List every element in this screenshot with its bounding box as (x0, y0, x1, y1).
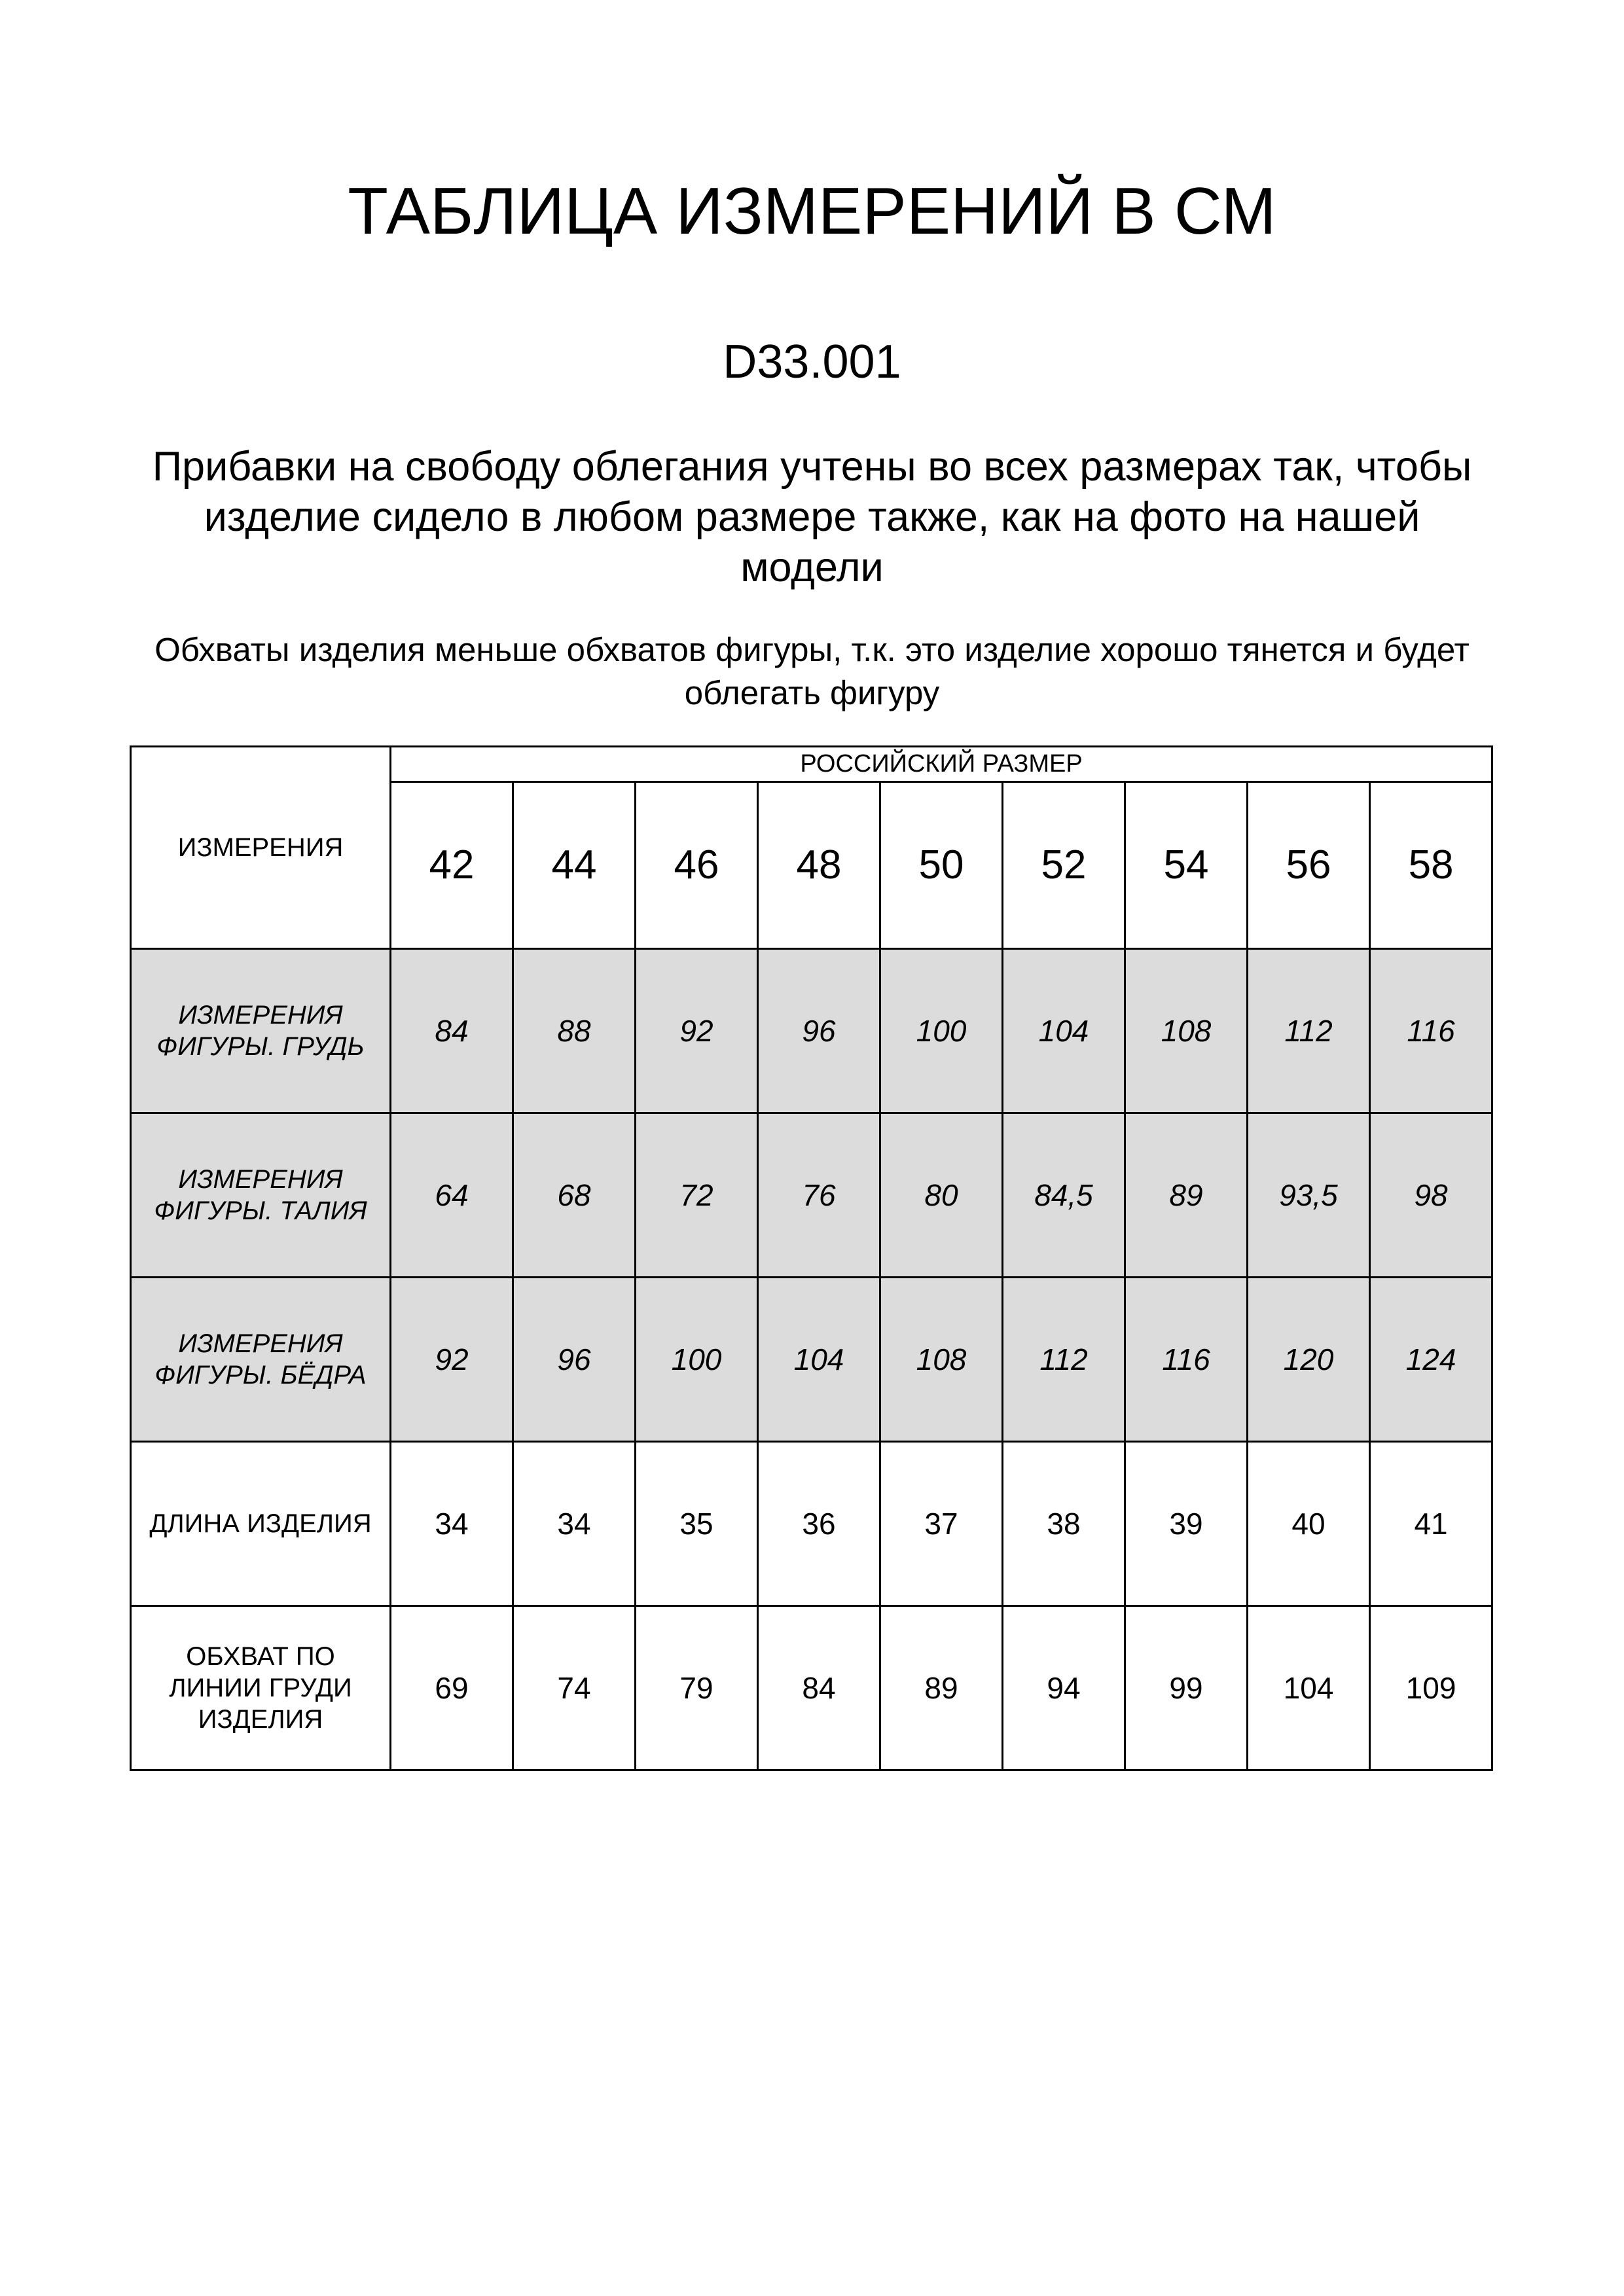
table-cell: 35 (636, 1442, 758, 1606)
table-cell: 34 (513, 1442, 636, 1606)
table-cell: 89 (880, 1606, 1003, 1770)
size-header: 54 (1125, 781, 1248, 948)
table-row-waist (131, 1113, 1492, 1278)
product-code: D33.001 (723, 336, 901, 388)
table-row-length (131, 1442, 1492, 1606)
size-header: 50 (880, 781, 1003, 948)
table-cell: 108 (1125, 949, 1248, 1113)
table-cell: 92 (391, 1278, 513, 1442)
table-cell: 88 (513, 949, 636, 1113)
table-cell: 84 (391, 949, 513, 1113)
table-row-chest (131, 949, 1492, 1113)
table-cell: 109 (1370, 1606, 1492, 1770)
size-header: 44 (513, 781, 636, 948)
table-cell: 120 (1248, 1278, 1370, 1442)
size-header: 42 (391, 781, 513, 948)
table-cell: 36 (758, 1442, 880, 1606)
table-cell: 99 (1125, 1606, 1248, 1770)
table-cell: 100 (636, 1278, 758, 1442)
table-row-product-chest (131, 1606, 1492, 1770)
size-header: 58 (1370, 781, 1492, 948)
stretch-note: Обхваты изделия меньше обхватов фигуры, т.к. это изделие хорошо тянется и будет облегать фигуру (154, 631, 1470, 711)
row-label-product-chest: ОБХВАТ ПО ЛИНИИ ГРУДИ ИЗДЕЛИЯ (131, 1606, 391, 1770)
table-cell: 96 (758, 949, 880, 1113)
table-cell: 104 (1248, 1606, 1370, 1770)
table-cell: 69 (391, 1606, 513, 1770)
table-cell: 64 (391, 1113, 513, 1278)
table-cell: 37 (880, 1442, 1003, 1606)
table-cell: 124 (1370, 1278, 1492, 1442)
table-cell: 40 (1248, 1442, 1370, 1606)
table-cell: 38 (1003, 1442, 1125, 1606)
row-label-hips: ИЗМЕРЕНИЯ ФИГУРЫ. БЁДРА (131, 1278, 391, 1442)
table-cell: 79 (636, 1606, 758, 1770)
table-cell: 76 (758, 1113, 880, 1278)
page-title: ТАБЛИЦА ИЗМЕРЕНИЙ В СМ (348, 175, 1276, 248)
table-cell: 98 (1370, 1113, 1492, 1278)
table-cell: 116 (1370, 949, 1492, 1113)
table-cell: 89 (1125, 1113, 1248, 1278)
row-label-length: ДЛИНА ИЗДЕЛИЯ (131, 1442, 391, 1606)
russian-size-header: РОССИЙСКИЙ РАЗМЕР (391, 747, 1492, 782)
size-table (130, 745, 1493, 1771)
table-cell: 116 (1125, 1278, 1248, 1442)
table-cell: 68 (513, 1113, 636, 1278)
table-cell: 92 (636, 949, 758, 1113)
row-label-waist: ИЗМЕРЕНИЯ ФИГУРЫ. ТАЛИЯ (131, 1113, 391, 1278)
fit-note: Прибавки на свободу облегания учтены во всех размерах так, чтобы изделие сидело в любом размере также, как на фото на нашей модели (152, 444, 1472, 590)
table-cell: 84 (758, 1606, 880, 1770)
table-cell: 112 (1003, 1278, 1125, 1442)
table-cell: 80 (880, 1113, 1003, 1278)
table-cell: 93,5 (1248, 1113, 1370, 1278)
table-cell: 108 (880, 1278, 1003, 1442)
table-cell: 96 (513, 1278, 636, 1442)
table-cell: 100 (880, 949, 1003, 1113)
size-header: 46 (636, 781, 758, 948)
table-row-hips (131, 1278, 1492, 1442)
table-cell: 74 (513, 1606, 636, 1770)
table-cell: 84,5 (1003, 1113, 1125, 1278)
table-cell: 104 (758, 1278, 880, 1442)
table-cell: 104 (1003, 949, 1125, 1113)
measurements-header: ИЗМЕРЕНИЯ (131, 747, 391, 949)
table-cell: 72 (636, 1113, 758, 1278)
table-cell: 39 (1125, 1442, 1248, 1606)
table-cell: 34 (391, 1442, 513, 1606)
table-cell: 112 (1248, 949, 1370, 1113)
size-header: 56 (1248, 781, 1370, 948)
row-label-chest: ИЗМЕРЕНИЯ ФИГУРЫ. ГРУДЬ (131, 949, 391, 1113)
table-cell: 41 (1370, 1442, 1492, 1606)
size-header: 48 (758, 781, 880, 948)
size-header: 52 (1003, 781, 1125, 948)
table-cell: 94 (1003, 1606, 1125, 1770)
